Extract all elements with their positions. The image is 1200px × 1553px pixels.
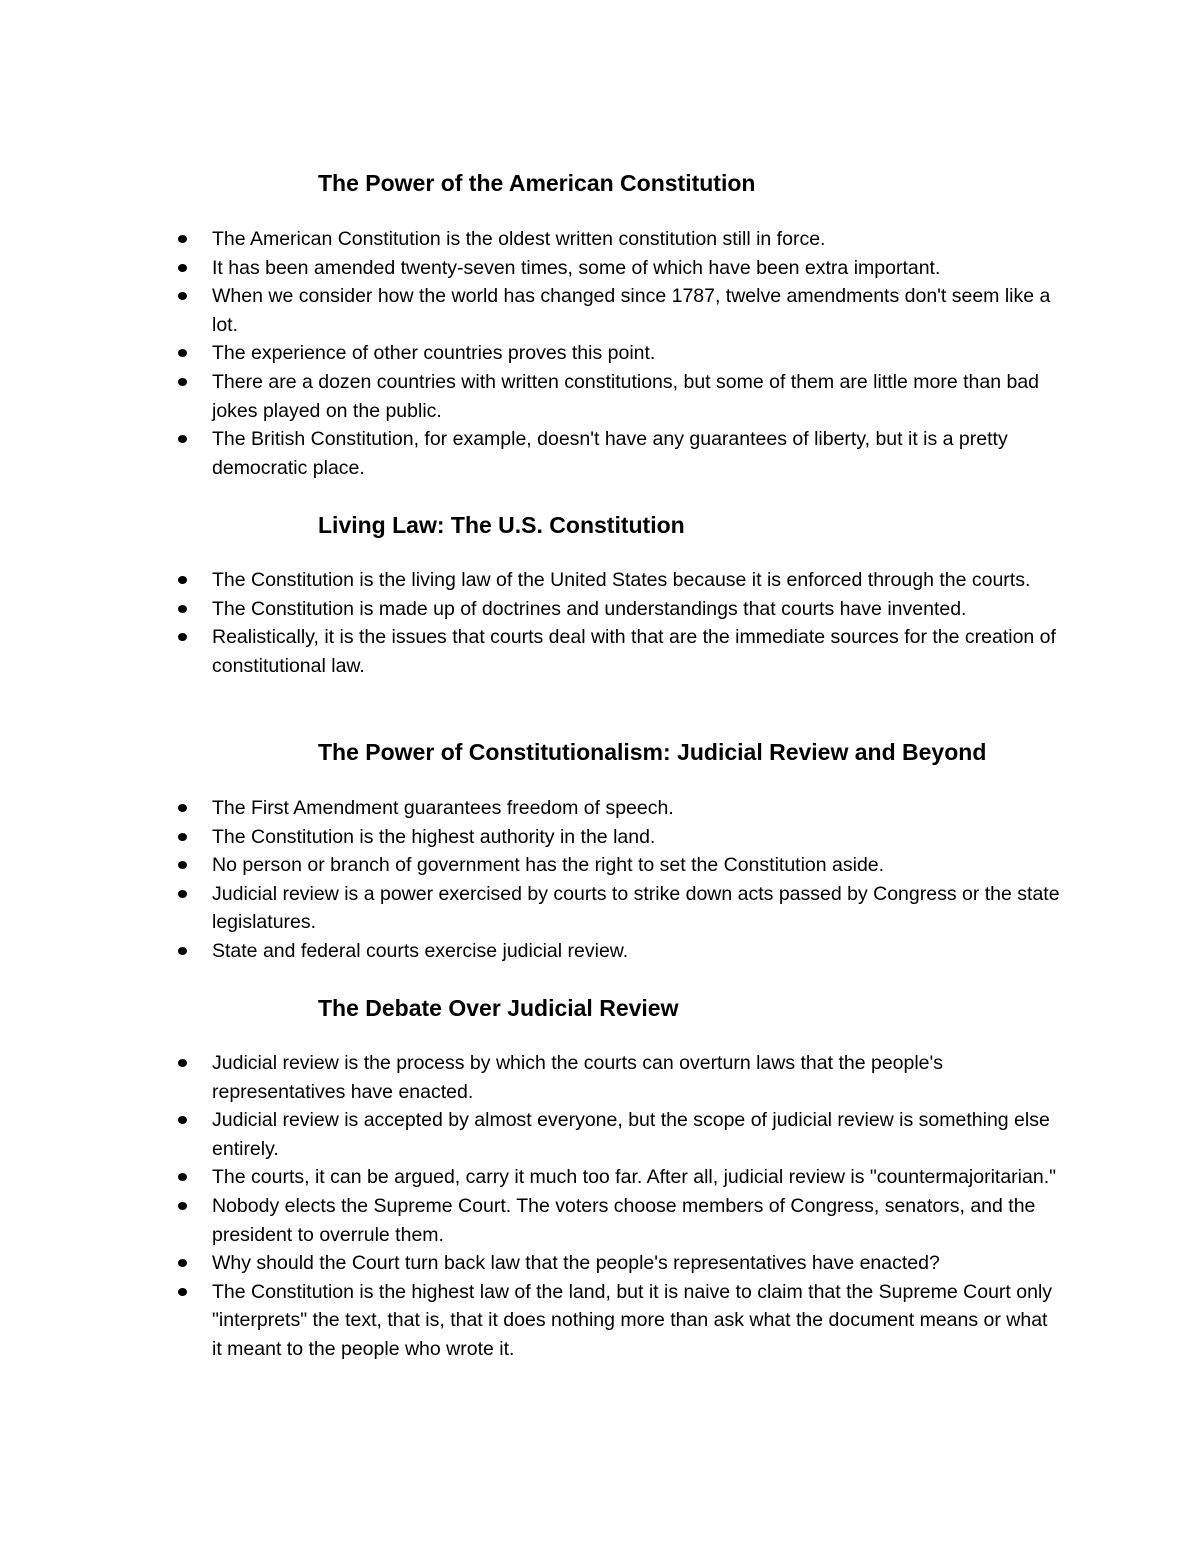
bullet-icon (178, 264, 187, 272)
bullet-icon (178, 890, 187, 898)
list-item (0, 1106, 1062, 1163)
bullet-icon (178, 605, 187, 613)
list-item-text: The Constitution is the highest law of the land, but it is naive to claim that the Supreme Court only "interprets" the text, that is, that it does nothing more than ask what the document means or what it meant to the people who wrote it. (212, 1280, 1053, 1360)
bullet-list (0, 1049, 1200, 1364)
list-item-text: The British Constitution, for example, doesn't have any guarantees of liberty, but it is a pretty democratic place. (212, 428, 1008, 479)
list-item (0, 339, 1062, 368)
section-heading: The Power of the American Constitution (318, 170, 756, 196)
list-item-text: The experience of other countries proves this point. (212, 342, 656, 365)
bullet-icon (178, 435, 187, 443)
list-item (0, 1192, 1062, 1249)
list-item-text: The First Amendment guarantees freedom of speech. (212, 797, 674, 819)
list-item (0, 1163, 1062, 1192)
bullet-icon (178, 947, 187, 955)
list-item-text: Realistically, it is the issues that courts deal with that are the immediate sources for the creation of constitutional law. (212, 626, 1056, 677)
bullet-icon (178, 633, 187, 641)
list-item-text: Judicial review is the process by which the courts can overturn laws that the people's representatives have enacted. (212, 1052, 944, 1103)
list-item-text: State and federal courts exercise judicial review. (212, 939, 629, 962)
bullet-list (0, 225, 1200, 482)
list-item-text: It has been amended twenty-seven times, some of which have been extra important. (212, 256, 941, 279)
list-item (0, 425, 1062, 482)
bullet-icon (178, 235, 187, 243)
list-item (0, 566, 1062, 595)
list-item (0, 1049, 1062, 1106)
bullet-list (0, 566, 1200, 680)
bullet-icon (178, 1259, 187, 1267)
list-item (0, 851, 1062, 880)
list-item-text: The Constitution is made up of doctrines and understandings that courts have invented. (212, 597, 967, 620)
section-heading: Living Law: The U.S. Constitution (318, 512, 685, 538)
bullet-icon (178, 576, 187, 584)
bullet-icon (178, 378, 187, 386)
list-item-text: Judicial review is accepted by almost everyone, but the scope of judicial review is something else entirely. (212, 1109, 1050, 1160)
list-item-text: Why should the Court turn back law that the people's representatives have enacted? (212, 1252, 940, 1275)
list-item-text: The Constitution is the living law of the United States because it is enforced through the courts. (212, 569, 1031, 591)
list-item-text: The American Constitution is the oldest written constitution still in force. (212, 228, 826, 250)
list-item (0, 254, 1062, 283)
list-item (0, 880, 1062, 937)
list-item-text: The Constitution is the highest authority in the land. (212, 825, 656, 848)
list-item (0, 937, 1062, 966)
bullet-icon (178, 1173, 187, 1181)
bullet-icon (178, 292, 187, 300)
list-item (0, 1249, 1062, 1278)
bullet-icon (178, 349, 187, 357)
bullet-icon (178, 833, 187, 841)
list-item-text: Judicial review is a power exercised by courts to strike down acts passed by Congress or the state legislatures. (212, 882, 1060, 934)
bullet-icon (178, 1059, 187, 1067)
bullet-icon (178, 1202, 187, 1210)
section-heading: The Debate Over Judicial Review (318, 995, 679, 1021)
list-item (0, 1278, 1062, 1364)
list-item-text: When we consider how the world has changed since 1787, twelve amendments don't seem like a lot. (212, 285, 1051, 336)
list-item (0, 794, 1062, 823)
list-item (0, 623, 1062, 680)
list-item-text: There are a dozen countries with written constitutions, but some of them are little more than bad jokes played on the public. (212, 370, 1040, 422)
bullet-icon (178, 861, 187, 869)
bullet-icon (178, 804, 187, 812)
bullet-icon (178, 1288, 187, 1296)
bullet-icon (178, 1116, 187, 1124)
list-item (0, 368, 1062, 425)
list-item (0, 823, 1062, 852)
list-item-text: Nobody elects the Supreme Court. The voters choose members of Congress, senators, and the president to overrule them. (212, 1194, 1036, 1246)
list-item (0, 595, 1062, 624)
section-heading: The Power of Constitutionalism: Judicial Review and Beyond (318, 739, 987, 765)
list-item-text: The courts, it can be argued, carry it much too far. After all, judicial review is "countermajoritarian." (212, 1166, 1057, 1189)
list-item-text: No person or branch of government has the right to set the Constitution aside. (212, 854, 885, 877)
list-item (0, 282, 1062, 339)
bullet-list (0, 794, 1200, 966)
list-item (0, 225, 1062, 254)
